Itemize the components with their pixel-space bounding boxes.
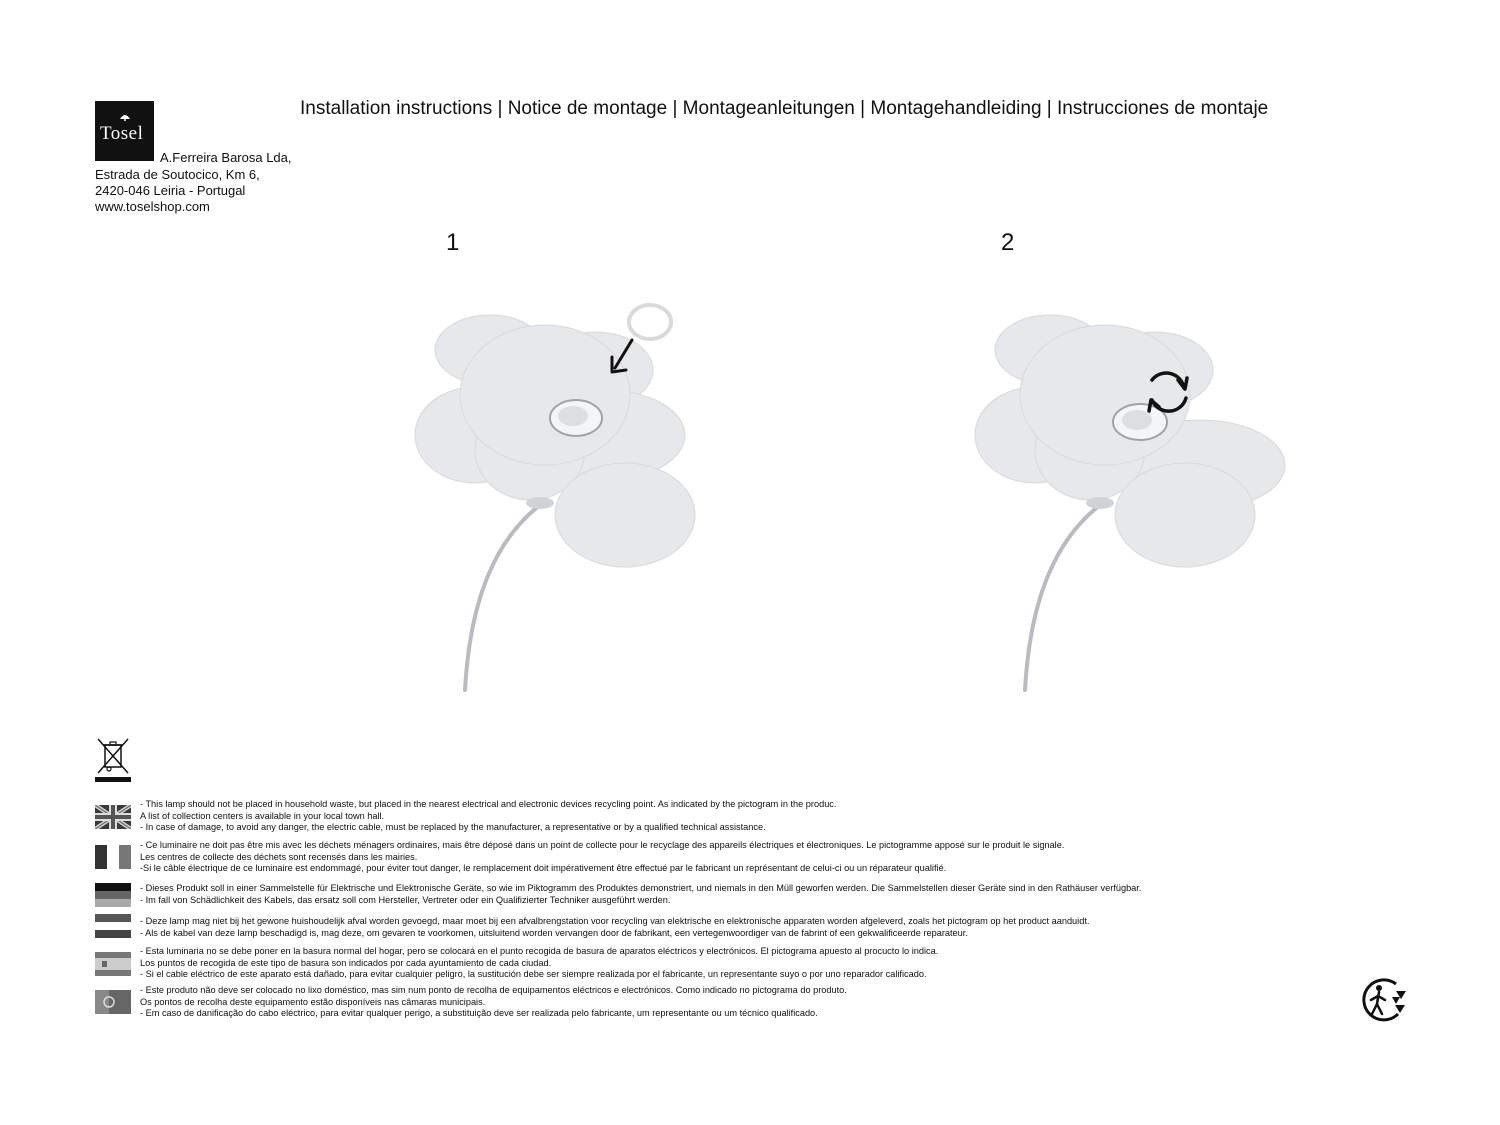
company-name: A.Ferreira Barosa Lda,	[160, 150, 292, 165]
step-1-illustration	[380, 290, 740, 710]
website-link[interactable]: www.toselshop.com	[95, 199, 210, 214]
notice-en: - This lamp should not be placed in household waste, but placed in the nearest electrical and electronic devices recycling point. As indicated by the pictogram in the produc. A list of collection centers is available in your local town hall. - In case of damage, to avoid any danger, the electric cable, must be replaced by the manufacturer, a representative or by a qualified technical assistance.	[140, 799, 837, 833]
address-line-1: Estrada de Soutocico, Km 6,	[95, 167, 260, 182]
address-line-2: 2420-046 Leiria - Portugal	[95, 183, 246, 198]
german-flag-icon	[95, 883, 131, 907]
notice-es: - Esta luminaria no se debe poner en la basura normal del hogar, pero se colocará en el punto recogida de basura de aparatos eléctricos y electrónicos. El pictograma apuesto al procucto lo indica. Los puntos de recogida de este tipo de basura son indicados por cada ayuntamiento de cada ciudad. - Si el cable eléctrico de este aparato está dañado, para evitar cualquier peligro, la sustitución debe ser siempre realizada por el fabricante, un representante suyo o por uno reparador calificado.	[140, 946, 939, 980]
portuguese-flag-icon	[95, 990, 131, 1014]
notice-fr: - Ce luminaire ne doit pas être mis avec les déchets ménagers ordinaires, mais être déposé dans un point de collecte pour le recyclage des appareils électriques et électroniques. Le pictogramme apposé sur le produit le signale. Les centres de collecte des déchets sont recensés dans les mairies. -Si le câble électrique de ce luminaire est endommagé, pour éviter tout danger, le remplacement doit impérativement être effectué par le fabricant un représentant de celui-ci ou un réparateur qualifié.	[140, 840, 1065, 874]
french-flag-icon	[95, 845, 131, 869]
crossed-out-bin-icon	[95, 737, 131, 783]
step-1-number: 1	[446, 229, 460, 256]
step-2-illustration	[940, 290, 1300, 710]
step-2-number: 2	[1001, 229, 1015, 256]
notice-nl: - Deze lamp mag niet bij het gewone huishoudelijk afval worden gevoegd, maar moet bij een afvalbrengstation voor recycling van elektrische en elektronische apparaten worden afgeleverd, zoals het pictogram op het product aanduidt. - Als de kabel van deze lamp beschadigd is, mag deze, om gevaren te voorkomen, uitsluitend worden vervangen door de fabrikant, een vertegenwoordiger van de fabrint of een gekwalificeerde reparateur.	[140, 916, 1090, 938]
notice-de: - Dieses Produkt soll in einer Sammelstelle für Elektrische und Elektronische Geräte, so wie im Piktogramm des Produktes demonstriert, und niemals in den Müll geworfen werden. Die Sammelstellen dieser Geräte sind in den Rathäuser verfügbar. - Im fall von Schädlichkeit des Kabels, das ersatz soll com Hersteller, Vertreter oder ein Qualifizierter Techniker ausgeführt werden.	[140, 883, 1142, 905]
triman-recycling-icon	[1360, 977, 1410, 1023]
page-title: Installation instructions | Notice de montage | Montageanleitungen | Montagehandleiding | Instrucciones de montaje	[300, 98, 1269, 119]
spanish-flag-icon	[95, 952, 131, 976]
notice-pt: - Este produto não deve ser colocado no lixo doméstico, mas sim num ponto de recolha de equipamentos eléctricos e electrónicos. Como indicado no pictograma do produto. Os pontos de recolha deste equipamento estão disponíveis nas câmaras municipais. - Em caso de danificação do cabo eléctrico, para evitar qualquer perigo, a substituição deve ser realizada pelo fabricante, um representante ou um técnico qualificado.	[140, 985, 847, 1019]
uk-flag-icon	[95, 805, 131, 829]
brand-logo	[95, 101, 154, 161]
lamp-logo-icon	[119, 111, 131, 121]
brand-logo-text: Tosel	[100, 123, 144, 144]
dutch-flag-icon	[95, 914, 131, 938]
